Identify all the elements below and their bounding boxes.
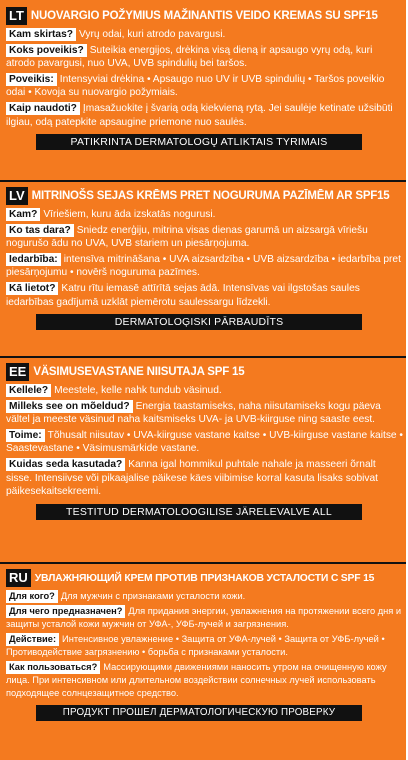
section-title: УВЛАЖНЯЮЩИЙ КРЕМ ПРОТИВ ПРИЗНАКОВ УСТАЛОСТИ С SPF 15 [34, 572, 375, 584]
section-ee [6, 362, 404, 520]
row-label: Как пользоваться? [6, 661, 100, 674]
row-text: Energia taastamiseks, naha niisutamiseks kogu päeva vältel ja meeste väsinud naha kaitsmiseks UVA- ja UVB-kiirguse ning saaste eest. [6, 400, 381, 426]
row-label: Koks poveikis? [6, 44, 87, 57]
info-row [6, 590, 404, 603]
row-text: Kanna igal hommikul puhtale nahale ja masseeri õrnalt sisse. Intensiivse või pikaajalise päikese käes viibimise korral kasuta lisaks sobivat päikesekaitsekreemi. [6, 458, 379, 498]
section-header [6, 186, 404, 206]
row-label: Для кого? [6, 590, 58, 603]
dermatology-bar: ПРОДУКТ ПРОШЕЛ ДЕРМАТОЛОГИЧЕСКУЮ ПРОВЕРКУ [36, 705, 362, 721]
info-row [6, 102, 404, 129]
row-text: Для придания энергии, увлажнения на протяжении всего дня и защиты усталой кожи мужчин от УФА-, УФБ-лучей и загрязнения. [6, 606, 402, 629]
info-row [6, 605, 404, 631]
row-text: Vīriešiem, kuru āda izskatās nogurusi. [43, 209, 216, 220]
info-row [6, 400, 404, 427]
dermatology-bar: PATIKRINTA DERMATOLOGŲ ATLIKTAIS TYRIMAIS [36, 134, 362, 150]
info-row [6, 458, 404, 499]
row-label: Kuidas seda kasutada? [6, 458, 125, 471]
section-title: NUOVARGIO POŽYMIUS MAŽINANTIS VEIDO KREMAS SU SPF15 [30, 10, 378, 22]
row-label: Kam skirtas? [6, 28, 76, 41]
row-text: Intensyviai drėkina • Apsaugo nuo UV ir UVB spindulių • Taršos poveikio odai • Kovoja su nuovargio požymiais. [6, 73, 385, 99]
section-lt [6, 6, 404, 150]
row-label: Kam? [6, 208, 40, 221]
info-row [6, 633, 404, 659]
info-row [6, 384, 404, 398]
row-text: Sniedz enerģiju, mitrina visas dienas garumā un aizsargā vīriešu nogurušo ādu no UVA, UVB stariem un piesārņojuma. [6, 224, 368, 250]
info-row [6, 44, 404, 71]
section-divider [0, 356, 408, 358]
row-label: Ko tas dara? [6, 224, 74, 237]
row-text: Meestele, kelle nahk tundub väsinud. [54, 385, 222, 396]
language-badge: RU [6, 569, 31, 587]
info-row [6, 224, 404, 251]
info-row [6, 73, 404, 100]
row-label: Kellele? [6, 384, 51, 397]
section-ru [6, 568, 404, 721]
info-row [6, 429, 404, 456]
row-label: Для чего предназначен? [6, 605, 125, 618]
row-text: Массирующими движениями наносить утром на очищенную кожу лица. При интенсивном или длительном воздействии солнечных лучей использовать подходящее солнцезащитное средство. [6, 662, 387, 698]
section-divider [0, 562, 408, 564]
row-text: intensīva mitrināšana • UVA aizsardzība • UVB aizsardzība • iedarbība pret piesārņojumu • novērš noguruma pazīmes. [6, 253, 401, 279]
row-label: Kā lietot? [6, 282, 58, 295]
row-label: Poveikis: [6, 73, 57, 86]
info-row [6, 253, 404, 280]
row-label: Milleks see on mõeldud? [6, 400, 133, 413]
language-badge: EE [6, 363, 29, 381]
section-header [6, 362, 404, 382]
dermatology-bar: DERMATOLOĢISKI PĀRBAUDĪTS [36, 314, 362, 330]
info-row [6, 282, 404, 309]
row-label: Действие: [6, 633, 59, 646]
row-label: Toime: [6, 429, 45, 442]
row-text: Интенсивное увлажнение • Защита от УФА-лучей • Защита от УФБ-лучей • Противодействие загрязнению • борьба с признаками усталости. [6, 634, 385, 657]
language-badge: LV [6, 187, 28, 205]
row-text: Tõhusalt niisutav • UVA-kiirguse vastane kaitse • UVB-kiirguse vastane kaitse • Saastevastane • Väsimusmärkide vastane. [6, 429, 403, 455]
section-title: MITRINOŠS SEJAS KRĒMS PRET NOGURUMA PAZĪMĒM AR SPF15 [31, 190, 390, 202]
row-text: Vyrų odai, kuri atrodo pavargusi. [79, 29, 226, 40]
section-header [6, 568, 404, 588]
row-text: Katru rītu iemasē attīrītā sejas ādā. Intensīvas vai ilgstošas saules iedarbības gadījumā uzklāt piemērotu saulessargu līdzekli. [6, 282, 360, 308]
row-text: Suteikia energijos, drėkina visą dieną ir apsaugo vyrų odą, kuri atrodo pavargusi, nuo UVA, UVB spindulių bei taršos. [6, 44, 373, 70]
info-row [6, 208, 404, 222]
language-badge: LT [6, 7, 27, 25]
info-row [6, 28, 404, 42]
section-header [6, 6, 404, 26]
row-label: Iedarbība: [6, 253, 61, 266]
section-lv [6, 186, 404, 330]
section-title: VÄSIMUSEVASTANE NIISUTAJA SPF 15 [33, 366, 245, 378]
section-divider [0, 180, 408, 182]
row-text: Для мужчин с признаками усталости кожи. [60, 591, 246, 601]
dermatology-bar: TESTITUD DERMATOLOOGILISE JÄRELEVALVE ALL [36, 504, 362, 520]
row-label: Kaip naudoti? [6, 102, 80, 115]
info-row [6, 661, 404, 700]
row-text: Įmasažuokite į švarią odą kiekvieną rytą. Jei saulėje ketinate užsibūti ilgiau, odą patepkite apsaugine priemone nuo saulės. [6, 102, 393, 128]
